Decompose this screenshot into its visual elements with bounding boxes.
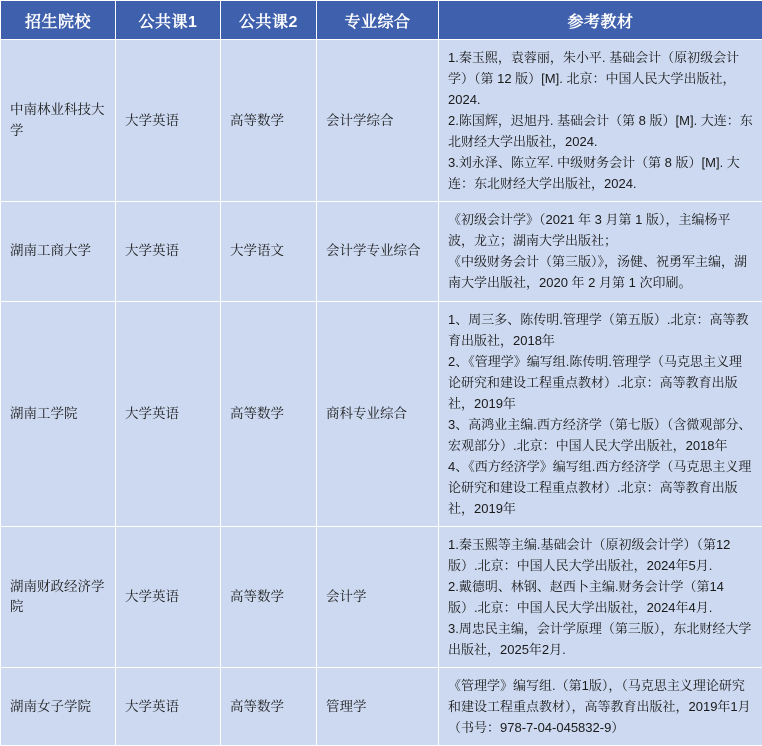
textbook-entry: 《管理学》编写组.（第1版），（马克思主义理论研究和建设工程重点教材），高等教育出版社，2019年1月（书号：978-7-04-045832-9） <box>448 675 753 738</box>
cell-public-course-1: 大学英语 <box>116 202 221 301</box>
cell-school: 湖南工商大学 <box>1 202 116 301</box>
cell-school: 湖南财政经济学院 <box>1 526 116 667</box>
table-header <box>1 1 762 40</box>
cell-reference-textbooks <box>439 301 762 526</box>
cell-reference-textbooks <box>439 526 762 667</box>
cell-school: 中南林业科技大学 <box>1 40 116 202</box>
cell-public-course-1: 大学英语 <box>116 668 221 746</box>
cell-reference-textbooks <box>439 668 762 746</box>
column-header-major-comprehensive: 专业综合 <box>317 1 439 40</box>
cell-reference-textbooks <box>439 40 762 202</box>
cell-public-course-2: 高等数学 <box>221 668 317 746</box>
textbook-entry: 3.周忠民主编，会计学原理（第三版），东北财经大学出版社，2025年2月. <box>448 618 753 660</box>
textbook-entry: 《中级财务会计（第三版）》，汤健、祝勇军主编，湖南大学出版社，2020 年 2 月第 1 次印刷。 <box>448 251 753 293</box>
cell-major-comprehensive: 会计学 <box>317 526 439 667</box>
cell-public-course-2: 大学语文 <box>221 202 317 301</box>
cell-major-comprehensive: 会计学综合 <box>317 40 439 202</box>
table-body <box>1 40 762 746</box>
textbook-entry: 2.戴德明、林钢、赵西卜主编.财务会计学（第14版）.北京：中国人民大学出版社，2024年4月. <box>448 576 753 618</box>
table-row <box>1 526 762 667</box>
table-row <box>1 40 762 202</box>
column-header-public-course-2: 公共课2 <box>221 1 317 40</box>
table-row <box>1 202 762 301</box>
cell-public-course-1: 大学英语 <box>116 526 221 667</box>
table-header-row <box>1 1 762 40</box>
cell-public-course-1: 大学英语 <box>116 40 221 202</box>
table-row <box>1 301 762 526</box>
cell-major-comprehensive: 管理学 <box>317 668 439 746</box>
textbook-entry: 1.秦玉熙，袁蓉丽，朱小平. 基础会计（原初级会计学）（第 12 版）[M]. 北京：中国人民大学出版社，2024. <box>448 47 753 110</box>
textbook-entry: 4、《西方经济学》编写组.西方经济学（马克思主义理论研究和建设工程重点教材）.北京：高等教育出版社，2019年 <box>448 456 753 519</box>
cell-reference-textbooks <box>439 202 762 301</box>
column-header-reference-textbooks: 参考教材 <box>439 1 762 40</box>
textbook-entry: 1.秦玉熙等主编.基础会计（原初级会计学）（第12版）.北京：中国人民大学出版社，2024年5月. <box>448 534 753 576</box>
table-row <box>1 668 762 746</box>
cell-major-comprehensive: 会计学专业综合 <box>317 202 439 301</box>
cell-public-course-2: 高等数学 <box>221 301 317 526</box>
cell-school: 湖南女子学院 <box>1 668 116 746</box>
cell-school: 湖南工学院 <box>1 301 116 526</box>
column-header-public-course-1: 公共课1 <box>116 1 221 40</box>
textbook-entry: 3、高鸿业主编.西方经济学（第七版）（含微观部分、宏观部分）.北京：中国人民大学出版社，2018年 <box>448 414 753 456</box>
textbook-entry: 3.刘永泽、陈立军. 中级财务会计（第 8 版）[M]. 大连：东北财经大学出版社，2024. <box>448 152 753 194</box>
textbook-entry: 《初级会计学》（2021 年 3 月第 1 版），主编杨平波，龙立；湖南大学出版社； <box>448 209 753 251</box>
cell-public-course-1: 大学英语 <box>116 301 221 526</box>
textbook-entry: 2.陈国辉，迟旭丹. 基础会计（第 8 版）[M]. 大连：东北财经大学出版社，2024. <box>448 110 753 152</box>
column-header-school: 招生院校 <box>1 1 116 40</box>
cell-public-course-2: 高等数学 <box>221 40 317 202</box>
cell-public-course-2: 高等数学 <box>221 526 317 667</box>
textbook-entry: 2、《管理学》编写组.陈传明.管理学（马克思主义理论研究和建设工程重点教材）.北京：高等教育出版社，2019年 <box>448 351 753 414</box>
cell-major-comprehensive: 商科专业综合 <box>317 301 439 526</box>
textbook-entry: 1、周三多、陈传明.管理学（第五版）.北京：高等教育出版社，2018年 <box>448 309 753 351</box>
